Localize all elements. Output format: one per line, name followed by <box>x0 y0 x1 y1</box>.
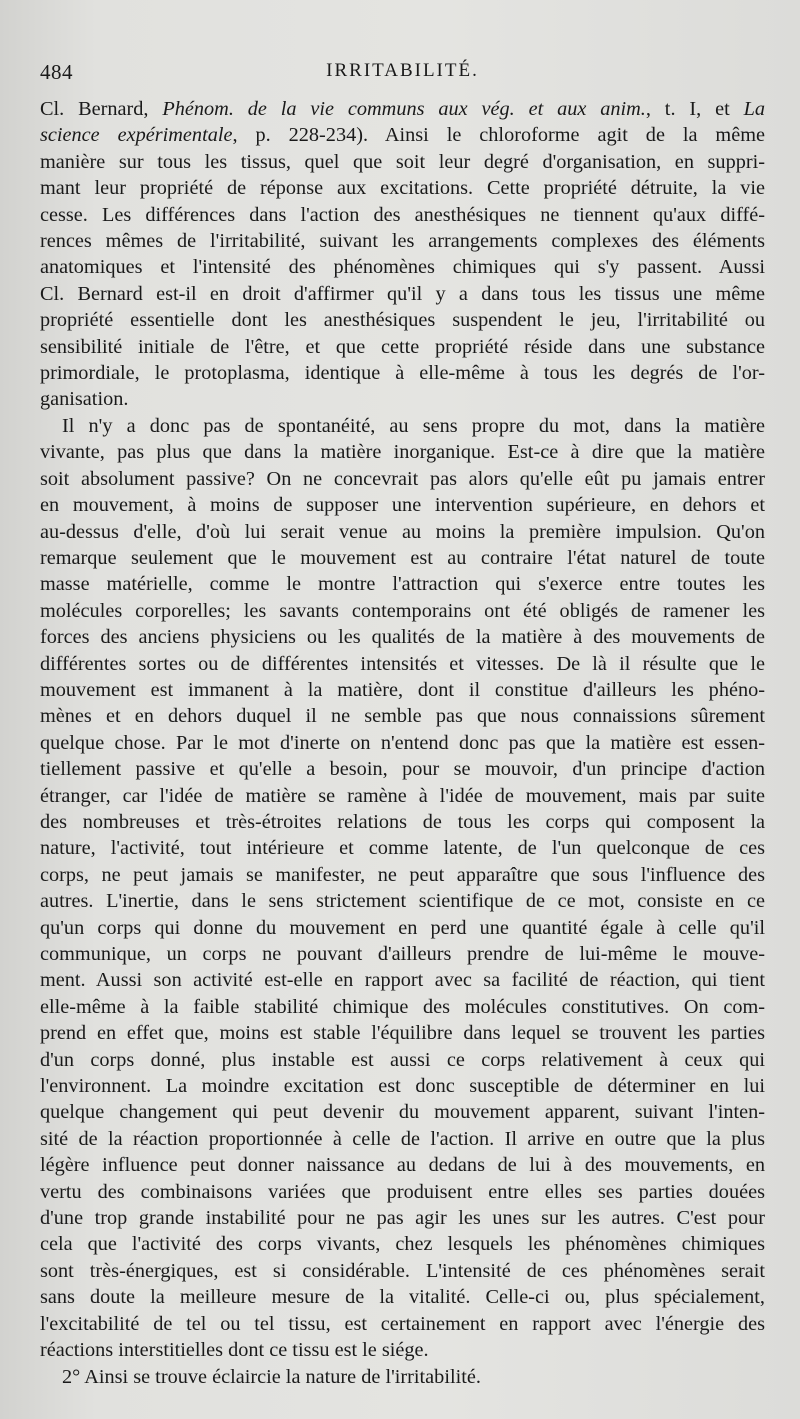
text-line <box>40 545 765 571</box>
text-line <box>40 835 765 861</box>
text-segment: prend en effet que, moins est stable l'équilibre dans lequel se trouvent les parties <box>40 1022 765 1045</box>
text-line <box>40 809 765 835</box>
text-line <box>40 281 765 307</box>
text-line <box>40 122 765 148</box>
text-segment: tiellement passive et qu'elle a besoin, pour se mouvoir, d'un principe d'action <box>40 758 765 781</box>
text-segment: mènes et en dehors duquel il ne semble pas que nous connaissions sûrement <box>40 705 765 728</box>
text-segment: remarque seulement que le mouvement est au contraire l'état naturel de toute <box>40 546 765 569</box>
text-segment: forces des anciens physiciens ou les qualités de la matière à des mouvements de <box>40 626 765 649</box>
text-line <box>40 677 765 703</box>
italic-text: science expérimentale <box>40 124 233 147</box>
text-line <box>40 360 765 386</box>
text-line <box>40 888 765 914</box>
page-number: 484 <box>40 60 73 84</box>
text-line <box>40 1047 765 1073</box>
text-segment: d'un corps donné, plus instable est aussi ce corps relativement à ceux qui <box>40 1048 765 1071</box>
text-segment: , t. I, et <box>645 98 744 120</box>
italic-text: Phénom. de la vie communs aux vég. et aux anim. <box>162 98 646 120</box>
text-line <box>40 96 765 122</box>
text-line <box>40 228 765 254</box>
text-line <box>40 466 765 492</box>
text-segment: réactions interstitielles dont ce tissu est le siége. <box>40 1339 429 1362</box>
text-segment: nature, l'activité, tout intérieure et comme latente, de l'un quelconque de ces <box>40 837 765 860</box>
page-header <box>40 60 765 90</box>
text-line <box>40 202 765 228</box>
text-segment: elle-même à la faible stabilité chimique des molécules constitutives. On com- <box>40 995 765 1018</box>
text-segment: sité de la réaction proportionnée à celle de l'action. Il arrive en outre que la plus <box>40 1127 765 1150</box>
text-line <box>40 439 765 465</box>
text-segment: corps, ne peut jamais se manifester, ne peut apparaître que sous l'influence des <box>40 863 765 886</box>
text-line <box>40 1179 765 1205</box>
paragraph <box>40 1364 765 1390</box>
text-segment: autres. L'inertie, dans le sens strictement scientifique de ce mot, consiste en ce <box>40 890 765 913</box>
text-segment: Il n'y a donc pas de spontanéité, au sens propre du mot, dans la matière <box>62 414 765 437</box>
text-segment: différentes sortes ou de différentes intensités et vitesses. De là il résulte que le <box>40 652 765 675</box>
text-line <box>40 862 765 888</box>
text-segment: qu'un corps qui donne du mouvement en perd une quantité égale à celle qu'il <box>40 916 765 939</box>
text-segment: Cl. Bernard, <box>40 98 163 120</box>
text-line <box>40 1020 765 1046</box>
text-line <box>40 1099 765 1125</box>
text-line <box>40 598 765 624</box>
text-line <box>40 1258 765 1284</box>
text-line <box>40 915 765 941</box>
text-line <box>40 730 765 756</box>
text-line <box>40 1364 765 1390</box>
text-line <box>40 1231 765 1257</box>
text-segment: primordiale, le protoplasma, identique à elle-même à tous les degrés de l'or- <box>40 362 765 385</box>
text-segment: quelque chose. Par le mot d'inerte on n'entend donc pas que la matière est essen- <box>40 731 765 754</box>
paragraph <box>40 413 765 1364</box>
text-line <box>40 1337 765 1363</box>
text-line <box>40 1284 765 1310</box>
text-segment: vivante, pas plus que dans la matière inorganique. Est-ce à dire que la matière <box>40 441 765 464</box>
text-line <box>40 783 765 809</box>
text-line <box>40 571 765 597</box>
text-line <box>40 254 765 280</box>
body-text <box>40 96 765 1390</box>
text-segment: d'une trop grande instabilité pour ne pas agir les unes sur les autres. C'est pour <box>40 1207 765 1230</box>
text-line <box>40 1073 765 1099</box>
text-line <box>40 386 765 412</box>
text-line <box>40 334 765 360</box>
text-segment: en mouvement, à moins de supposer une intervention supérieure, en dehors et <box>40 494 765 517</box>
text-segment: 2° Ainsi se trouve éclaircie la nature de l'irritabilité. <box>62 1365 481 1388</box>
text-segment: , p. 228-234). Ainsi le chloroforme agit de la même <box>232 124 765 147</box>
text-segment: masse matérielle, comme le montre l'attraction qui s'exerce entre toutes les <box>40 573 765 596</box>
text-line <box>40 149 765 175</box>
text-line <box>40 492 765 518</box>
text-line <box>40 756 765 782</box>
text-segment: Cl. Bernard est-il en droit d'affirmer qu'il y a dans tous les tissus une même <box>40 282 765 305</box>
text-line <box>40 1311 765 1337</box>
text-line <box>40 175 765 201</box>
text-segment: sensibilité initiale de l'être, et que cette propriété réside dans une substance <box>40 335 765 358</box>
text-segment: cesse. Les différences dans l'action des anesthésiques ne tiennent qu'aux diffé- <box>40 203 765 226</box>
text-line <box>40 967 765 993</box>
italic-text: La <box>743 98 765 120</box>
text-segment: mant leur propriété de réponse aux excitations. Cette propriété détruite, la vie <box>40 177 765 200</box>
text-line <box>40 307 765 333</box>
text-segment: anatomiques et l'intensité des phénomènes chimiques qui s'y passent. Aussi <box>40 256 765 279</box>
text-line <box>40 624 765 650</box>
text-segment: communique, un corps ne pouvant d'ailleurs prendre de lui-même le mouve- <box>40 943 765 965</box>
text-segment: légère influence peut donner naissance au dedans de lui à des mouvements, en <box>40 1154 765 1177</box>
text-line <box>40 651 765 677</box>
text-line <box>40 994 765 1020</box>
running-title: IRRITABILITÉ. <box>326 60 479 81</box>
text-line <box>40 703 765 729</box>
text-segment: rences mêmes de l'irritabilité, suivant les arrangements complexes des éléments <box>40 230 765 253</box>
text-segment: l'excitabilité de tel ou tel tissu, est certainement en rapport avec l'énergie des <box>40 1312 765 1335</box>
text-segment: ment. Aussi son activité est-elle en rapport avec sa facilité de réaction, qui tient <box>40 969 765 992</box>
text-segment: des nombreuses et très-étroites relations de tous les corps qui composent la <box>40 810 765 833</box>
text-line <box>40 519 765 545</box>
text-line <box>40 1126 765 1152</box>
text-segment: quelque changement qui peut devenir du mouvement apparent, suivant l'inten- <box>40 1101 765 1124</box>
text-line <box>40 941 765 967</box>
text-segment: sont très-énergiques, est si considérable. L'intensité de ces phénomènes serait <box>40 1259 765 1282</box>
text-line <box>40 1152 765 1178</box>
text-segment: étranger, car l'idée de matière se ramène à l'idée de mouvement, mais par suite <box>40 784 765 807</box>
text-line <box>40 413 765 439</box>
text-segment: mouvement est immanent à la matière, dont il constitue d'ailleurs les phéno- <box>40 678 765 701</box>
text-segment: vertu des combinaisons variées que produisent entre elles ses parties douées <box>40 1180 765 1203</box>
text-segment: soit absolument passive? On ne concevrait pas alors qu'elle eût pu jamais entrer <box>40 467 765 490</box>
paragraph <box>40 96 765 413</box>
text-segment: ganisation. <box>40 388 129 411</box>
text-segment: molécules corporelles; les savants contemporains ont été obligés de ramener les <box>40 599 765 622</box>
text-segment: au-dessus d'elle, d'où lui serait venue au moins la première impulsion. Qu'on <box>40 520 765 543</box>
text-segment: l'environnent. La moindre excitation est donc susceptible de déterminer en lui <box>40 1075 765 1098</box>
text-segment: sans doute la meilleure mesure de la vitalité. Celle-ci ou, plus spécialement, <box>40 1286 765 1309</box>
text-segment: propriété essentielle dont les anesthésiques suspendent le jeu, l'irritabilité ou <box>40 309 765 332</box>
text-segment: manière sur tous les tissus, quel que soit leur degré d'organisation, en suppri- <box>40 150 765 173</box>
text-line <box>40 1205 765 1231</box>
text-segment: cela que l'activité des corps vivants, chez lesquels les phénomènes chimiques <box>40 1233 765 1256</box>
